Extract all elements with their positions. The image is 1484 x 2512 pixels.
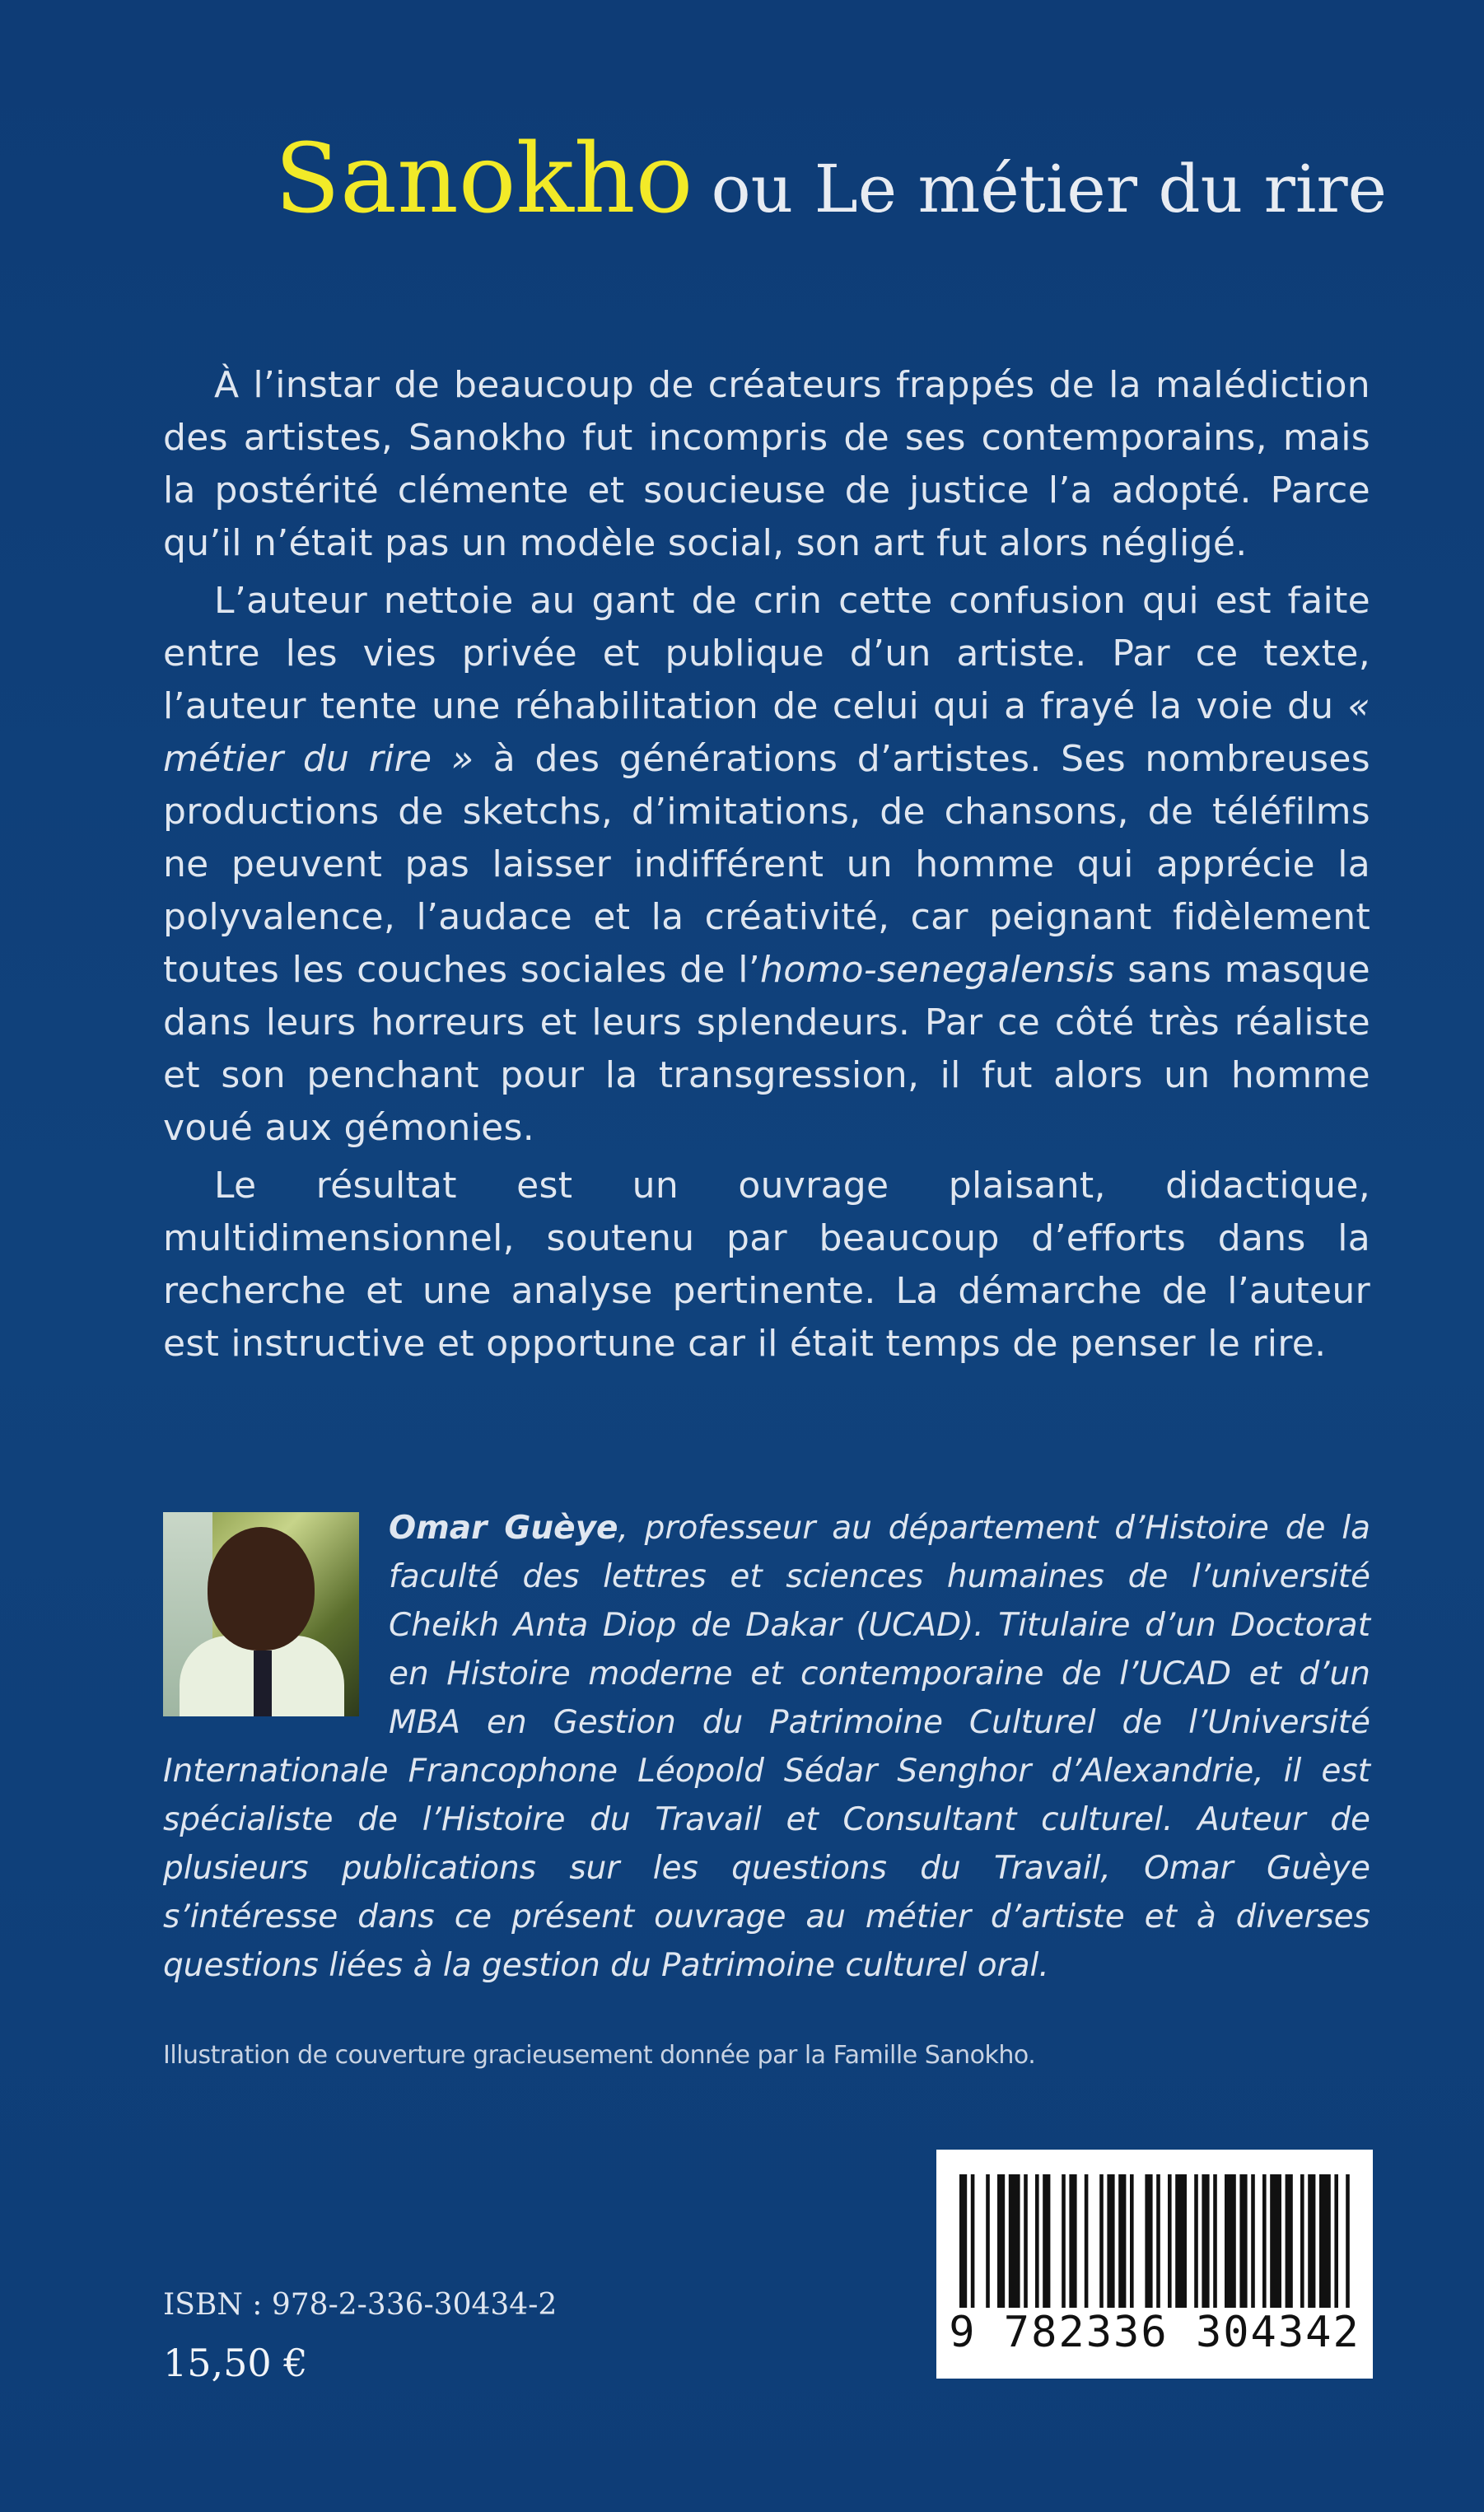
barcode-bars: [959, 2174, 1350, 2314]
blurb-p2-part-b: à des générations d’artistes. Ses nombreuses productions de sketchs, d’imitations, de chansons, de téléfilms ne peuvent pas laisser indifférent un homme qui apprécie la polyvalence, l’audace et la créativité, car peignant fidèlement toutes les couches sociales de l’: [163, 738, 1370, 991]
blurb-p2-part-a: L’auteur nettoie au gant de crin cette confusion qui est faite entre les vies privée et publique d’un artiste. Par ce texte, l’auteur tente une réhabilitation de celui qui a frayé la voie du: [163, 580, 1370, 727]
price: 15,50 €: [163, 2341, 308, 2385]
book-title: [274, 124, 1387, 235]
cover-credit: Illustration de couverture gracieusement donnée par la Famille Sanokho.: [163, 2041, 1036, 2070]
title-main: Sanokho: [274, 124, 693, 235]
blurb-p2-emphasis-2: homo-senegalensis: [760, 949, 1115, 991]
blurb-p2-part-c: sans masque dans leurs horreurs et leurs splendeurs. Par ce côté très réaliste et son penchant pour la transgression, il fut alors un homme voué aux gémonies.: [163, 949, 1371, 1149]
barcode-digits: 9 782336 304342: [945, 2308, 1365, 2357]
blurb: [163, 359, 1370, 1375]
blurb-p2-emphasis-1: « métier du rire »: [163, 685, 1370, 780]
author-bio-text: , professeur au département d’Histoire de la faculté des lettres et sciences humaines de l’université Cheikh Anta Diop de Dakar (UCAD). Titulaire d’un Doctorat en Histoire moderne et contemporaine de l’UCAD et d’un MBA en Gestion du Patrimoine Culturel de l’Université Internationale Francophone Léopold Sédar Senghor d’Alexandrie, il est spécialiste de l’Histoire du Travail et Consultant culturel. Auteur de plusieurs publications sur les questions du Travail, Omar Guèye s’intéresse dans ce présent ouvrage au métier d’artiste et à diverses questions liées à la gestion du Patrimoine culturel oral.: [163, 1510, 1370, 1984]
author-photo: [163, 1512, 359, 1716]
author-bio: [163, 1504, 1370, 1990]
isbn: ISBN : 978-2-336-30434-2: [163, 2288, 558, 2322]
author-name: Omar Guèye: [389, 1510, 618, 1547]
blurb-paragraph-2: [163, 575, 1370, 1155]
title-subtitle: ou Le métier du rire: [711, 151, 1387, 227]
blurb-paragraph-3: Le résultat est un ouvrage plaisant, didactique, multidimensionnel, soutenu par beaucoup d’efforts dans la recherche et une analyse pertinente. La démarche de l’auteur est instructive et opportune car il était temps de penser le rire.: [163, 1165, 1370, 1365]
barcode: [936, 2150, 1373, 2379]
blurb-paragraph-1: À l’instar de beaucoup de créateurs frappés de la malédiction des artistes, Sanokho fut incompris de ses contemporains, mais la postérité clémente et soucieuse de justice l’a adopté. Parce qu’il n’était pas un modèle social, son art fut alors négligé.: [163, 364, 1370, 564]
